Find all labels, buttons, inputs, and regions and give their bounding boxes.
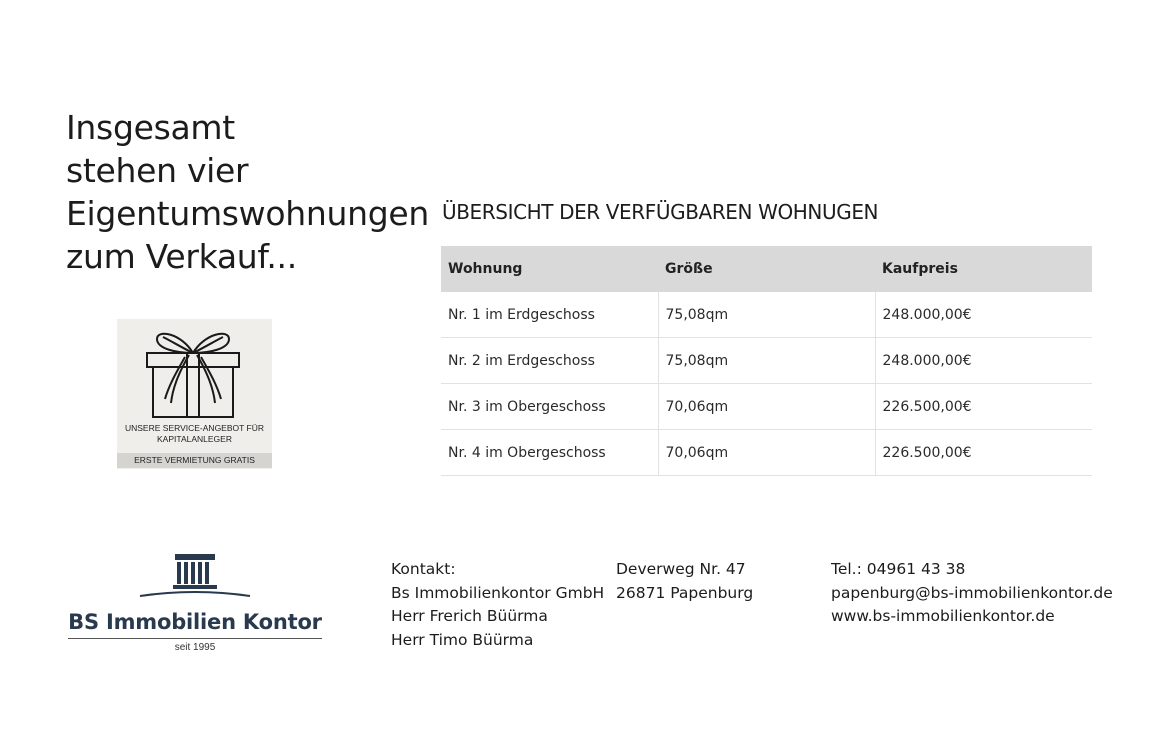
cell-groesse: 75,08qm	[658, 338, 875, 384]
cell-groesse: 70,06qm	[658, 430, 875, 476]
cell-kaufpreis: 226.500,00€	[875, 430, 1092, 476]
logo-divider	[68, 638, 322, 639]
website-link[interactable]: www.bs-immobilienkontor.de	[831, 607, 1055, 625]
service-offer-badge	[117, 319, 272, 469]
headline-line: zum Verkauf...	[66, 237, 297, 276]
company-logo	[66, 550, 324, 660]
table-row	[441, 338, 1092, 384]
street-address: Deverweg Nr. 47	[616, 560, 746, 578]
communication-column	[831, 558, 1113, 629]
header-groesse: Größe	[658, 246, 875, 292]
cell-groesse: 70,06qm	[658, 384, 875, 430]
cell-kaufpreis: 248.000,00€	[875, 338, 1092, 384]
address-column	[616, 558, 753, 605]
cell-groesse: 75,08qm	[658, 292, 875, 338]
table-title: ÜBERSICHT DER VERFÜGBAREN WOHNUGEN	[442, 200, 879, 224]
headline-line: Insgesamt	[66, 108, 235, 147]
contact-person: Herr Timo Büürma	[391, 630, 534, 649]
table-row	[441, 384, 1092, 430]
headline	[66, 106, 429, 278]
company-since: seit 1995	[174, 642, 216, 653]
table-row	[441, 430, 1092, 476]
contact-column	[391, 558, 604, 652]
city-address: 26871 Papenburg	[616, 583, 754, 602]
table-row	[441, 292, 1092, 338]
gift-icon	[141, 323, 247, 421]
service-offer-line: KAPITALANLEGER	[157, 434, 232, 444]
email-link[interactable]: papenburg@bs-immobilienkontor.de	[831, 583, 1113, 602]
headline-line: stehen vier	[66, 151, 249, 190]
cell-wohnung: Nr. 4 im Obergeschoss	[441, 430, 658, 476]
free-first-letting-strip: ERSTE VERMIETUNG GRATIS	[117, 453, 272, 468]
contact-label: Kontakt:	[391, 560, 456, 578]
cell-wohnung: Nr. 3 im Obergeschoss	[441, 384, 658, 430]
building-columns-icon	[138, 552, 252, 602]
table-header-row	[441, 246, 1092, 292]
phone-number: Tel.: 04961 43 38	[831, 560, 966, 578]
header-kaufpreis: Kaufpreis	[875, 246, 1092, 292]
contact-person: Herr Frerich Büürma	[391, 607, 548, 625]
apartments-table	[441, 246, 1092, 476]
cell-kaufpreis: 248.000,00€	[875, 292, 1092, 338]
cell-kaufpreis: 226.500,00€	[875, 384, 1092, 430]
company-name: BS Immobilien Kontor	[68, 610, 322, 634]
cell-wohnung: Nr. 2 im Erdgeschoss	[441, 338, 658, 384]
service-offer-text	[117, 423, 272, 445]
company-legal-name: Bs Immobilienkontor GmbH	[391, 583, 605, 602]
header-wohnung: Wohnung	[441, 246, 658, 292]
service-offer-line: UNSERE SERVICE-ANGEBOT FÜR	[124, 423, 265, 433]
headline-line: Eigentumswohnungen	[66, 194, 429, 233]
cell-wohnung: Nr. 1 im Erdgeschoss	[441, 292, 658, 338]
